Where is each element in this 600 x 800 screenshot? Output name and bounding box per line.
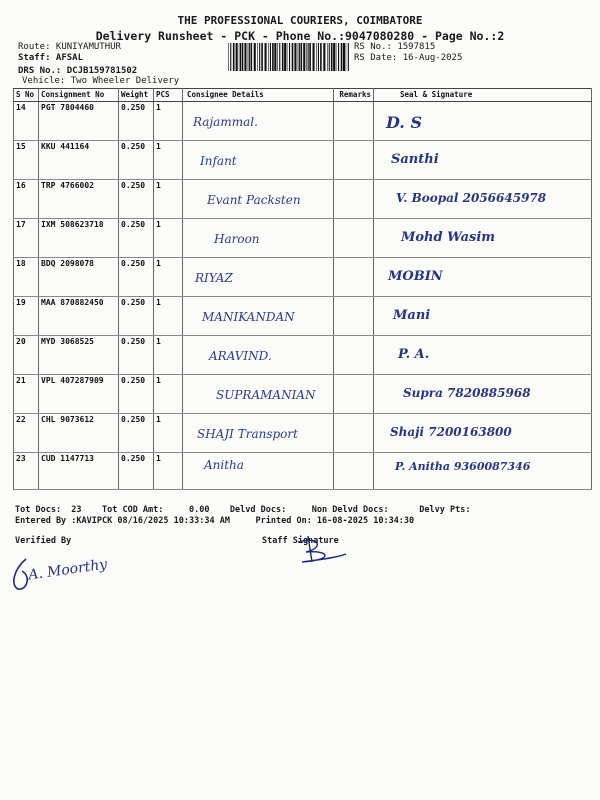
row-remarks xyxy=(334,336,374,375)
consignee-handwriting: ARAVIND. xyxy=(209,349,272,363)
row-consignment-no: TRP 4766002 xyxy=(39,180,119,219)
row-consignment-no: KKU 441164 xyxy=(39,141,119,180)
barcode-bar xyxy=(254,43,256,71)
barcode-bar xyxy=(338,43,339,71)
row-weight: 0.250 xyxy=(119,219,154,258)
row-pcs: 1 xyxy=(154,297,183,336)
row-sno: 14 xyxy=(14,102,39,141)
row-weight: 0.250 xyxy=(119,102,154,141)
barcode-bar xyxy=(240,43,241,71)
staff-signature-label: Staff Signature xyxy=(262,536,339,546)
table-row xyxy=(14,336,592,375)
row-weight: 0.250 xyxy=(119,414,154,453)
consignee-handwriting: SHAJI Transport xyxy=(197,427,298,441)
seal-signature: V. Boopal 2056645978 xyxy=(396,191,547,205)
consignee-handwriting: Infant xyxy=(200,154,237,168)
barcode-bar xyxy=(239,43,240,71)
consignee-handwriting: MANIKANDAN xyxy=(202,310,295,324)
barcode-bar xyxy=(294,43,296,71)
seal-signature: Mani xyxy=(393,308,431,323)
staff-label: Staff: AFSAL xyxy=(18,53,84,63)
row-signature-cell xyxy=(374,375,592,414)
row-pcs: 1 xyxy=(154,453,183,490)
row-weight: 0.250 xyxy=(119,297,154,336)
row-signature-cell xyxy=(374,336,592,375)
row-consignment-no: VPL 407287909 xyxy=(39,375,119,414)
col-signature: Seal & Signature xyxy=(374,89,592,102)
row-consignee-cell xyxy=(183,102,334,141)
barcode-bar xyxy=(282,43,284,71)
row-remarks xyxy=(334,258,374,297)
row-consignment-no: MYD 3068525 xyxy=(39,336,119,375)
barcode-bar xyxy=(272,43,274,71)
barcode-bar xyxy=(228,43,229,71)
row-consignee-cell xyxy=(183,414,334,453)
row-signature-cell xyxy=(374,297,592,336)
staff-signature-mark xyxy=(290,532,350,566)
barcode-bar xyxy=(341,43,343,71)
verifier-signature-mark xyxy=(8,555,38,595)
entered-printed-line: Entered By :KAVIPCK 08/16/2025 10:33:34 AM Printed On: 16-08-2025 10:34:30 xyxy=(15,516,415,526)
barcode-bar xyxy=(233,43,235,71)
barcode-bar xyxy=(309,43,311,71)
barcode-bar xyxy=(343,43,345,71)
row-consignee-cell xyxy=(183,375,334,414)
verified-by-label: Verified By xyxy=(15,536,72,546)
barcode-bar xyxy=(230,43,231,71)
row-consignee-cell xyxy=(183,258,334,297)
barcode-bar xyxy=(303,43,305,71)
company-title: THE PROFESSIONAL COURIERS, COIMBATORE xyxy=(177,14,423,27)
barcode-bar xyxy=(248,43,249,71)
seal-signature: Santhi xyxy=(391,152,439,167)
barcode-bar xyxy=(308,43,309,71)
barcode-bar xyxy=(284,43,286,71)
barcode-bar xyxy=(236,43,238,71)
row-signature-cell xyxy=(374,219,592,258)
table-row xyxy=(14,297,592,336)
row-weight: 0.250 xyxy=(119,375,154,414)
row-pcs: 1 xyxy=(154,414,183,453)
row-sno: 20 xyxy=(14,336,39,375)
table-row xyxy=(14,414,592,453)
row-pcs: 1 xyxy=(154,375,183,414)
barcode-bar xyxy=(318,43,319,71)
col-sno: S No xyxy=(14,89,39,102)
row-sno: 23 xyxy=(14,453,39,490)
row-sno: 15 xyxy=(14,141,39,180)
barcode-bar xyxy=(289,43,290,71)
barcode-bar xyxy=(306,43,307,71)
row-weight: 0.250 xyxy=(119,336,154,375)
row-remarks xyxy=(334,414,374,453)
seal-signature: Mohd Wasim xyxy=(401,230,496,245)
barcode-bar xyxy=(274,43,276,71)
consignee-handwriting: Evant Packsten xyxy=(207,193,301,207)
col-remarks: Remarks xyxy=(334,89,374,102)
row-pcs: 1 xyxy=(154,102,183,141)
row-weight: 0.250 xyxy=(119,180,154,219)
runsheet-table xyxy=(13,88,592,490)
barcode-bar xyxy=(327,43,328,71)
row-sno: 21 xyxy=(14,375,39,414)
barcode-bar xyxy=(301,43,303,71)
row-consignment-no: IXM 508623718 xyxy=(39,219,119,258)
row-consignment-no: BDQ 2098078 xyxy=(39,258,119,297)
barcode-bar xyxy=(346,43,347,71)
seal-signature: P. A. xyxy=(398,347,430,362)
barcode-bar xyxy=(249,43,250,71)
consignee-handwriting: Anitha xyxy=(204,458,244,472)
row-sno: 19 xyxy=(14,297,39,336)
row-weight: 0.250 xyxy=(119,258,154,297)
barcode-bar xyxy=(270,43,271,71)
row-signature-cell xyxy=(374,453,592,490)
row-weight: 0.250 xyxy=(119,453,154,490)
row-pcs: 1 xyxy=(154,180,183,219)
row-weight: 0.250 xyxy=(119,141,154,180)
row-remarks xyxy=(334,102,374,141)
barcode-bar xyxy=(242,43,244,71)
barcode-bar xyxy=(259,43,260,71)
table-row xyxy=(14,219,592,258)
barcode-bar xyxy=(261,43,263,71)
barcode-bar xyxy=(316,43,317,71)
table-row xyxy=(14,258,592,297)
row-sno: 17 xyxy=(14,219,39,258)
barcode-bar xyxy=(287,43,288,71)
col-weight: Weight xyxy=(119,89,154,102)
col-pcs: PCS xyxy=(154,89,183,102)
barcode-image xyxy=(228,43,350,71)
row-consignee-cell xyxy=(183,453,334,490)
consignee-handwriting: Rajammal. xyxy=(193,115,258,129)
rs-number: RS No.: 1597815 xyxy=(354,42,436,52)
row-consignment-no: CHL 9073612 xyxy=(39,414,119,453)
consignee-handwriting: SUPRAMANIAN xyxy=(216,388,316,402)
row-sno: 18 xyxy=(14,258,39,297)
barcode-bar xyxy=(336,43,337,71)
seal-signature: Supra 7820885968 xyxy=(403,386,531,400)
barcode-bar xyxy=(331,43,333,71)
row-consignee-cell xyxy=(183,297,334,336)
barcode-bar xyxy=(265,43,267,71)
barcode-bar xyxy=(320,43,322,71)
table-row xyxy=(14,141,592,180)
row-consignment-no: PGT 7804460 xyxy=(39,102,119,141)
vehicle-label: Vehicle: Two Wheeler Delivery xyxy=(22,76,180,86)
barcode-bar xyxy=(251,43,253,71)
row-sno: 16 xyxy=(14,180,39,219)
row-pcs: 1 xyxy=(154,219,183,258)
table-header-row xyxy=(14,89,592,102)
rs-date: RS Date: 16-Aug-2025 xyxy=(354,53,463,63)
table-row xyxy=(14,180,592,219)
row-consignee-cell xyxy=(183,336,334,375)
row-remarks xyxy=(334,141,374,180)
col-consignment: Consignment No xyxy=(39,89,119,102)
row-signature-cell xyxy=(374,414,592,453)
row-signature-cell xyxy=(374,258,592,297)
barcode-bar xyxy=(257,43,258,71)
row-consignment-no: MAA 870882450 xyxy=(39,297,119,336)
row-signature-cell xyxy=(374,141,592,180)
seal-signature: Shaji 7200163800 xyxy=(390,425,512,439)
route-label: Route: KUNIYAMUTHUR xyxy=(18,42,121,52)
barcode-bar xyxy=(323,43,325,71)
seal-signature: P. Anitha 9360087346 xyxy=(395,460,531,473)
row-consignment-no: CUD 1147713 xyxy=(39,453,119,490)
row-remarks xyxy=(334,219,374,258)
seal-signature: D. S xyxy=(386,113,422,132)
barcode-bar xyxy=(277,43,278,71)
barcode-bar xyxy=(279,43,280,71)
barcode-bar xyxy=(348,43,349,71)
drs-number: DRS No.: DCJB159781502 xyxy=(18,66,138,76)
row-remarks xyxy=(334,180,374,219)
row-consignee-cell xyxy=(183,141,334,180)
barcode-bar xyxy=(299,43,300,71)
row-remarks xyxy=(334,297,374,336)
verifier-signature: A. Moorthy xyxy=(27,556,109,584)
totals-line: Tot Docs: 23 Tot COD Amt: 0.00 Delvd Docs: Non Delvd Docs: Delvy Pts: xyxy=(15,505,471,515)
row-pcs: 1 xyxy=(154,141,183,180)
row-pcs: 1 xyxy=(154,336,183,375)
row-signature-cell xyxy=(374,180,592,219)
runsheet-subtitle: Delivery Runsheet - PCK - Phone No.:9047080280 - Page No.:2 xyxy=(95,29,505,43)
row-pcs: 1 xyxy=(154,258,183,297)
barcode-bar xyxy=(329,43,330,71)
barcode-bar xyxy=(333,43,335,71)
row-consignee-cell xyxy=(183,180,334,219)
col-consignee: Consignee Details xyxy=(183,89,334,102)
table-row xyxy=(14,102,592,141)
row-consignee-cell xyxy=(183,219,334,258)
table-row xyxy=(14,453,592,490)
seal-signature: MOBIN xyxy=(388,269,443,284)
row-remarks xyxy=(334,453,374,490)
consignee-handwriting: Haroon xyxy=(214,232,260,246)
barcode-bar xyxy=(292,43,294,71)
table-row xyxy=(14,375,592,414)
barcode-bar xyxy=(268,43,269,71)
row-signature-cell xyxy=(374,102,592,141)
consignee-handwriting: RIYAZ xyxy=(195,271,233,285)
row-sno: 22 xyxy=(14,414,39,453)
barcode-bar xyxy=(298,43,299,71)
row-remarks xyxy=(334,375,374,414)
barcode-bar xyxy=(244,43,246,71)
barcode-bar xyxy=(313,43,315,71)
